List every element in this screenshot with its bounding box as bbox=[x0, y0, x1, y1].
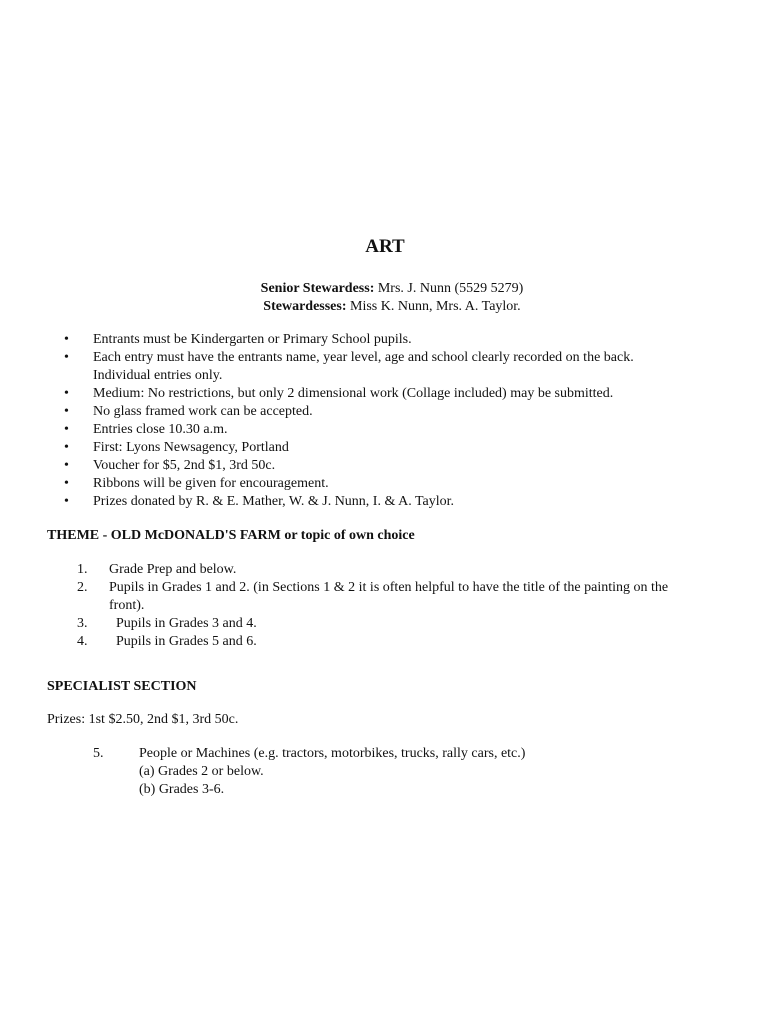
grade-section-item bbox=[77, 615, 737, 633]
rule-text: Entrants must be Kindergarten or Primary School pupils. bbox=[93, 332, 412, 347]
section-option: (b) Grades 3-6. bbox=[139, 782, 225, 797]
bullet-icon: • bbox=[64, 440, 69, 455]
specialist-heading: SPECIALIST SECTION bbox=[47, 679, 197, 694]
grade-section-item bbox=[77, 561, 737, 579]
bullet-icon: • bbox=[64, 332, 69, 347]
rule-text: Entries close 10.30 a.m. bbox=[93, 422, 228, 437]
rule-item bbox=[64, 403, 724, 421]
rule-text: Medium: No restrictions, but only 2 dimensional work (Collage included) may be submitted. bbox=[93, 386, 614, 401]
senior-steward-label: Senior Stewardess: bbox=[260, 281, 375, 296]
section-number: 3. bbox=[77, 616, 88, 631]
stewardesses-line bbox=[0, 298, 770, 316]
rule-text: No glass framed work can be accepted. bbox=[93, 404, 313, 419]
rule-item bbox=[64, 349, 724, 385]
specialist-section-body bbox=[139, 745, 693, 799]
stewardesses-label: Stewardesses: bbox=[263, 299, 347, 314]
rule-item bbox=[64, 493, 724, 511]
stewardesses-value: Miss K. Nunn, Mrs. A. Taylor. bbox=[350, 299, 521, 314]
section-text: Pupils in Grades 1 and 2. (in Sections 1 & 2 it is often helpful to have the title of the painting on the bbox=[109, 580, 669, 595]
bullet-icon: • bbox=[64, 494, 69, 509]
section-option: (a) Grades 2 or below. bbox=[139, 764, 264, 779]
grade-sections-list bbox=[77, 561, 737, 651]
rule-text: First: Lyons Newsagency, Portland bbox=[93, 440, 289, 455]
rule-text: Voucher for $5, 2nd $1, 3rd 50c. bbox=[93, 458, 276, 473]
section-number: 2. bbox=[77, 580, 88, 595]
rule-text: Each entry must have the entrants name, year level, age and school clearly recorded on the back. bbox=[93, 350, 634, 365]
section-text: Pupils in Grades 3 and 4. bbox=[116, 616, 257, 631]
rule-item bbox=[64, 439, 724, 457]
rule-item bbox=[64, 421, 724, 439]
section-number: 4. bbox=[77, 634, 88, 649]
senior-steward-line bbox=[0, 280, 770, 298]
section-number: 1. bbox=[77, 562, 88, 577]
section-continuation: front). bbox=[109, 598, 145, 613]
bullet-icon: • bbox=[64, 404, 69, 419]
specialist-section-item bbox=[93, 745, 693, 799]
page-title: ART bbox=[365, 236, 405, 257]
bullet-icon: • bbox=[64, 350, 69, 365]
grade-section-item bbox=[77, 579, 737, 615]
rule-text: Prizes donated by R. & E. Mather, W. & J. Nunn, I. & A. Taylor. bbox=[93, 494, 455, 509]
section-number: 5. bbox=[93, 746, 104, 761]
section-text: People or Machines (e.g. tractors, motorbikes, trucks, rally cars, etc.) bbox=[139, 746, 526, 761]
bullet-icon: • bbox=[64, 386, 69, 401]
rule-continuation: Individual entries only. bbox=[93, 368, 223, 383]
theme-heading: THEME - OLD McDONALD'S FARM or topic of own choice bbox=[47, 528, 415, 543]
specialist-prizes: Prizes: 1st $2.50, 2nd $1, 3rd 50c. bbox=[47, 712, 239, 727]
stewards-block bbox=[0, 280, 770, 316]
rule-item bbox=[64, 475, 724, 493]
rule-item bbox=[64, 385, 724, 403]
grade-section-item bbox=[77, 633, 737, 651]
bullet-icon: • bbox=[64, 458, 69, 473]
section-text: Pupils in Grades 5 and 6. bbox=[116, 634, 257, 649]
rule-text: Ribbons will be given for encouragement. bbox=[93, 476, 329, 491]
senior-steward-value: Mrs. J. Nunn (5529 5279) bbox=[377, 281, 524, 296]
bullet-icon: • bbox=[64, 422, 69, 437]
rules-list bbox=[64, 331, 724, 511]
section-text: Grade Prep and below. bbox=[109, 562, 237, 577]
rule-item bbox=[64, 331, 724, 349]
rule-item bbox=[64, 457, 724, 475]
bullet-icon: • bbox=[64, 476, 69, 491]
